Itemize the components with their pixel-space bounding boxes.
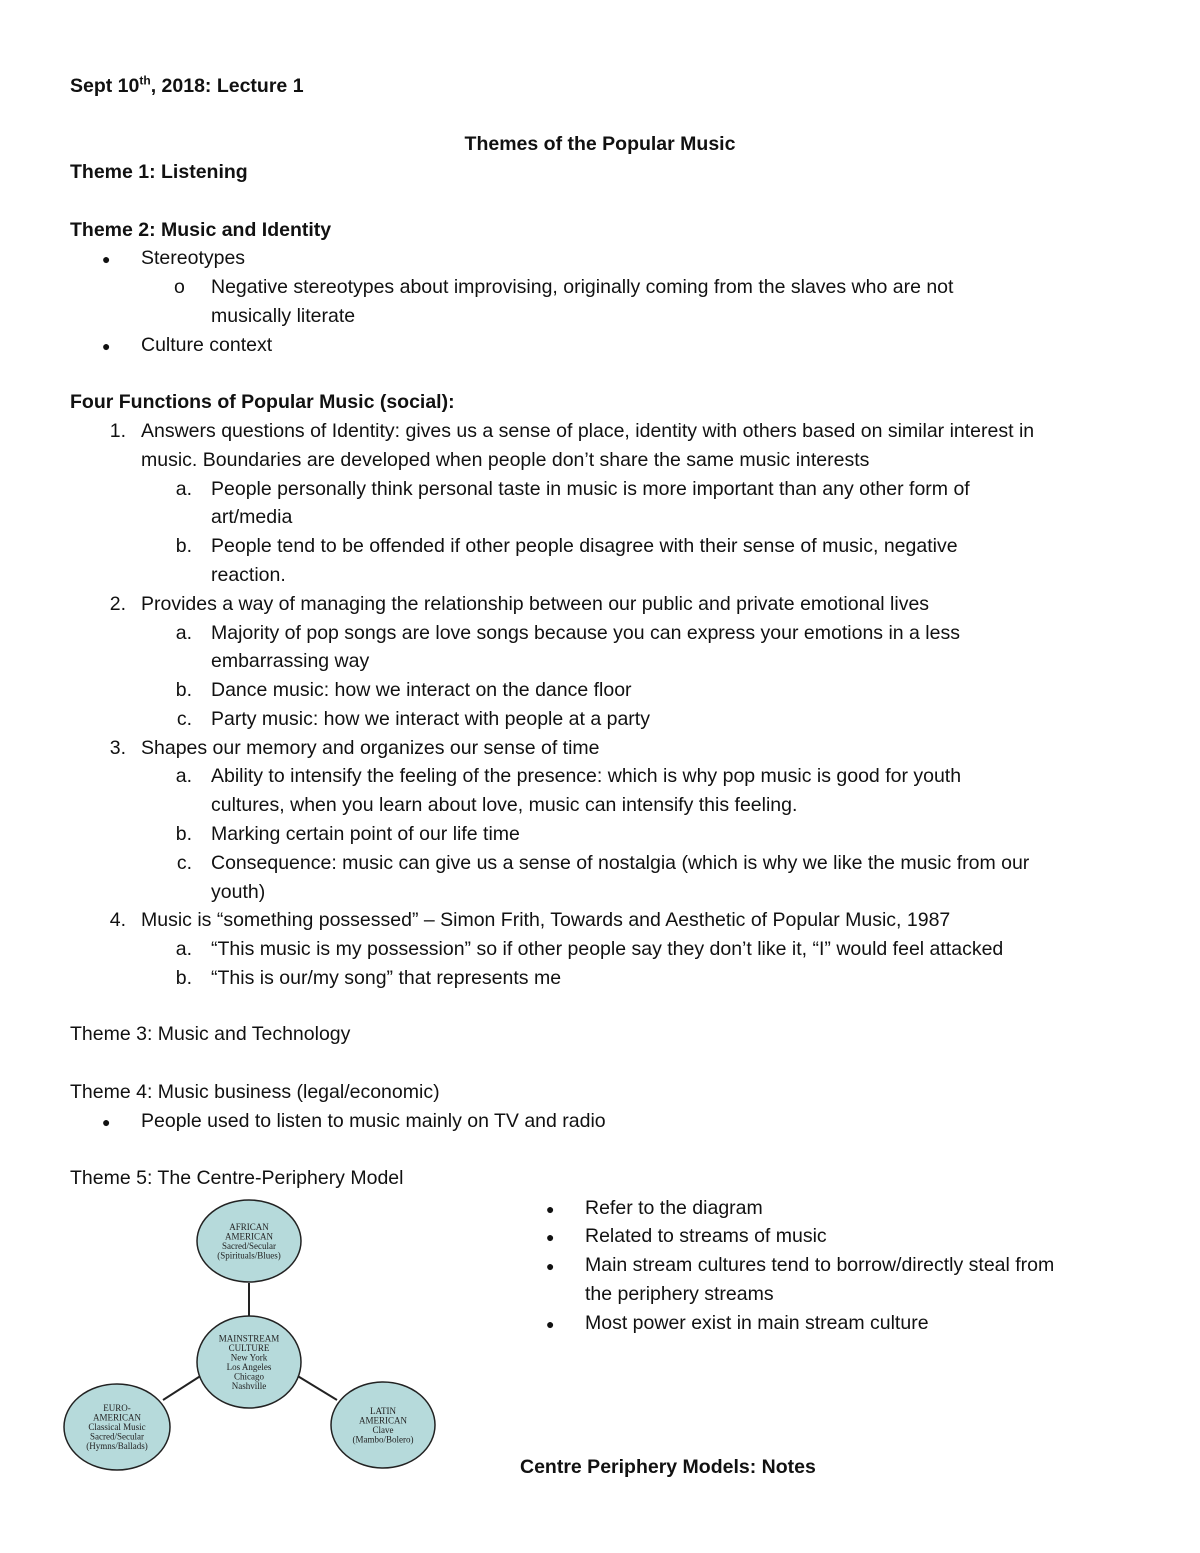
node-label-line: New York bbox=[230, 1352, 268, 1363]
function1-line1: Answers questions of Identity: gives us a sense of place, identity with others based on similar interest in bbox=[141, 420, 1035, 442]
function2-line1: Provides a way of managing the relationship between our public and private emotional lives bbox=[141, 593, 930, 615]
function1a-line1: People personally think personal taste in music is more important than any other form of bbox=[211, 478, 970, 500]
node-label-line: LATIN bbox=[370, 1405, 396, 1416]
centre-periphery-diagram bbox=[55, 1195, 450, 1485]
node-label-line: AMERICAN bbox=[92, 1412, 142, 1423]
function3a-line2: cultures, when you learn about love, music can intensify this feeling. bbox=[211, 794, 798, 816]
list-number: 3. bbox=[109, 737, 126, 759]
theme5-bullet-power: Most power exist in main stream culture bbox=[585, 1312, 929, 1334]
functions-heading: Four Functions of Popular Music (social): bbox=[70, 391, 455, 413]
theme5-bullet-borrow-line1: Main stream cultures tend to borrow/directly steal from bbox=[585, 1254, 1055, 1276]
theme5-bullet-streams: Related to streams of music bbox=[585, 1225, 827, 1247]
bullet-icon: ● bbox=[102, 1114, 111, 1130]
diagram-caption: Centre Periphery Models: Notes bbox=[520, 1456, 816, 1478]
function4a-line1: “This music is my possession” so if other people say they don’t like it, “I” would feel attacked bbox=[211, 938, 1004, 960]
node-label-line: EURO- bbox=[103, 1403, 131, 1413]
theme5-heading: Theme 5: The Centre-Periphery Model bbox=[70, 1167, 404, 1189]
theme2-bullet-culture: Culture context bbox=[141, 334, 273, 356]
node-label-line: Nashville bbox=[231, 1380, 267, 1391]
node-label-line: AMERICAN bbox=[224, 1231, 274, 1242]
date-suffix: , 2018: Lecture 1 bbox=[150, 75, 304, 97]
node-mainstream-culture bbox=[197, 1316, 301, 1408]
list-number: 1. bbox=[109, 420, 126, 442]
function3c-line1: Consequence: music can give us a sense of nostalgia (which is why we like the music from our bbox=[211, 852, 1030, 874]
theme2-sub-line1: Negative stereotypes about improvising, originally coming from the slaves who are not bbox=[211, 276, 954, 298]
list-letter: a. bbox=[175, 765, 192, 787]
bullet-icon: ● bbox=[546, 1316, 555, 1332]
theme5-bullet-borrow-line2: the periphery streams bbox=[585, 1283, 774, 1305]
function4-line1: Music is “something possessed” – Simon Frith, Towards and Aesthetic of Popular Music, 1987 bbox=[141, 909, 951, 931]
main-title: Themes of the Popular Music bbox=[464, 133, 736, 155]
function4b-line1: “This is our/my song” that represents me bbox=[211, 967, 562, 989]
theme2-sub-line2: musically literate bbox=[211, 305, 356, 327]
node-label-line: Chicago bbox=[234, 1371, 264, 1382]
list-letter: c. bbox=[176, 708, 192, 730]
node-label-line: (Mambo/Bolero) bbox=[352, 1434, 414, 1445]
function3-line1: Shapes our memory and organizes our sense of time bbox=[141, 737, 600, 759]
list-number: 2. bbox=[109, 593, 126, 615]
list-letter: a. bbox=[175, 478, 192, 500]
node-label-line: Los Angeles bbox=[226, 1361, 272, 1372]
node-label-line: (Spirituals/Blues) bbox=[217, 1250, 281, 1261]
date-prefix: Sept 10 bbox=[70, 75, 140, 97]
connector-line-left bbox=[163, 1375, 202, 1400]
connector-line-right bbox=[296, 1375, 337, 1400]
node-label-line: AMERICAN bbox=[358, 1415, 408, 1426]
date-sup: th bbox=[139, 73, 151, 88]
node-label-line: Sacred/Secular bbox=[222, 1240, 276, 1251]
theme3-heading: Theme 3: Music and Technology bbox=[70, 1023, 351, 1045]
function3a-line1: Ability to intensify the feeling of the presence: which is why pop music is good for youth bbox=[211, 765, 962, 787]
function1b-line2: reaction. bbox=[211, 564, 286, 586]
function2c-line1: Party music: how we interact with people at a party bbox=[211, 708, 650, 730]
node-latin-american bbox=[331, 1382, 435, 1468]
list-letter: b. bbox=[175, 967, 192, 989]
list-letter: c. bbox=[176, 852, 192, 874]
list-letter: a. bbox=[175, 938, 192, 960]
node-label-line: Sacred/Secular bbox=[90, 1431, 144, 1442]
theme2-bullet-stereotypes: Stereotypes bbox=[141, 247, 246, 269]
function1b-line1: People tend to be offended if other people disagree with their sense of music, negative bbox=[211, 535, 958, 557]
function1-line2: music. Boundaries are developed when people don’t share the same music interests bbox=[141, 449, 870, 471]
function2a-line1: Majority of pop songs are love songs because you can express your emotions in a less bbox=[211, 622, 960, 644]
function2b-line1: Dance music: how we interact on the dance floor bbox=[211, 679, 632, 701]
theme5-bullet-diagram: Refer to the diagram bbox=[585, 1197, 763, 1219]
bullet-icon: ● bbox=[546, 1258, 555, 1274]
node-label-line: CULTURE bbox=[228, 1342, 270, 1353]
node-euro-american bbox=[64, 1384, 170, 1470]
bullet-icon: ● bbox=[546, 1229, 555, 1245]
node-label-line: (Hymns/Ballads) bbox=[86, 1441, 148, 1451]
theme2-heading: Theme 2: Music and Identity bbox=[70, 219, 332, 241]
theme1-heading: Theme 1: Listening bbox=[70, 161, 248, 183]
node-label-line: Clave bbox=[372, 1424, 394, 1435]
date-line bbox=[70, 72, 304, 101]
function3c-line2: youth) bbox=[211, 881, 266, 903]
function1a-line2: art/media bbox=[211, 506, 293, 528]
function3b-line1: Marking certain point of our life time bbox=[211, 823, 520, 845]
theme4-bullet: People used to listen to music mainly on TV and radio bbox=[141, 1110, 606, 1132]
theme4-heading: Theme 4: Music business (legal/economic) bbox=[70, 1081, 440, 1103]
node-label-line: AFRICAN bbox=[229, 1221, 269, 1232]
bullet-icon: ● bbox=[102, 251, 111, 267]
list-number: 4. bbox=[109, 909, 126, 931]
list-letter: b. bbox=[175, 679, 192, 701]
list-letter: b. bbox=[175, 535, 192, 557]
list-letter: b. bbox=[175, 823, 192, 845]
node-label-line: MAINSTREAM bbox=[218, 1333, 280, 1344]
function2a-line2: embarrassing way bbox=[211, 650, 370, 672]
list-letter: a. bbox=[175, 622, 192, 644]
bullet-icon: ● bbox=[546, 1201, 555, 1217]
node-label-line: Classical Music bbox=[88, 1422, 146, 1432]
node-african-american bbox=[197, 1200, 301, 1282]
bullet-icon: ● bbox=[102, 338, 111, 354]
sub-bullet-icon: o bbox=[174, 276, 185, 298]
